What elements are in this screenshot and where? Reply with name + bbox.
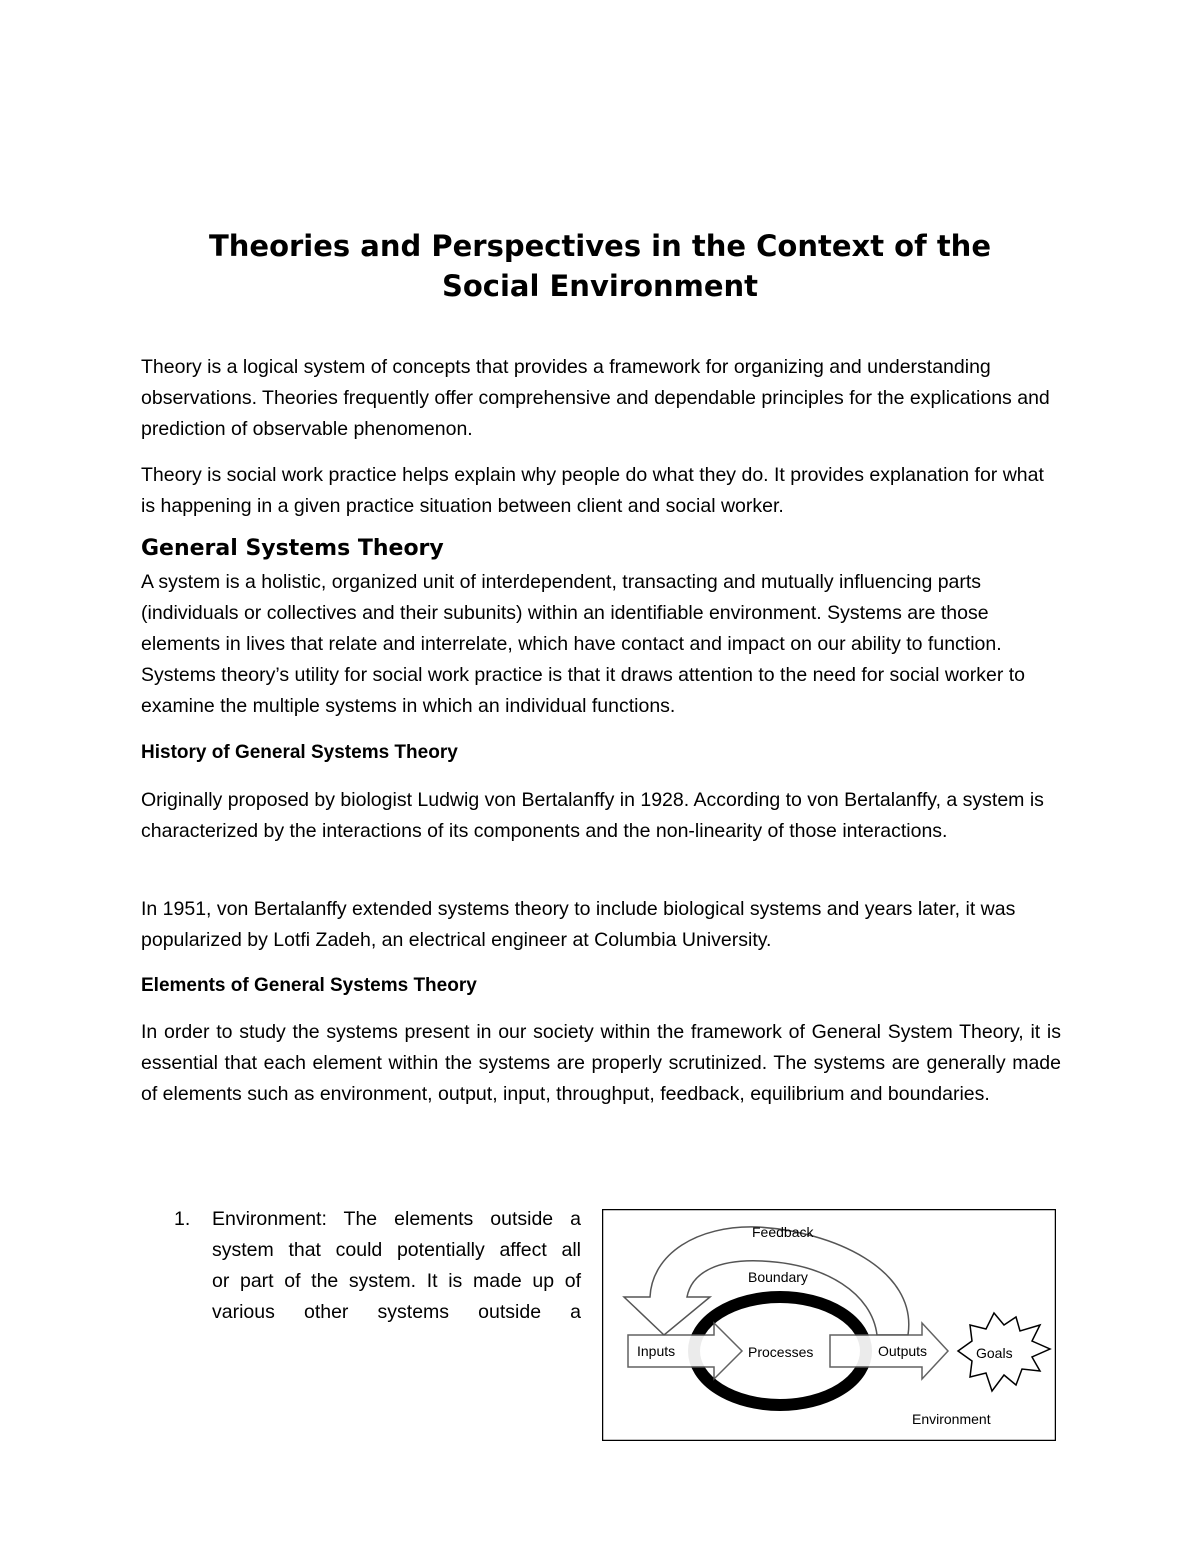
outputs-label: Outputs [878, 1343, 928, 1359]
systems-diagram [602, 1209, 1056, 1441]
history-heading: History of General Systems Theory [141, 742, 458, 763]
processes-label: Processes [748, 1344, 814, 1360]
intro-paragraph-2: Theory is social work practice helps explain why people do what they do. It provides explanation for what is happening in a given practice situation between client and social worker. [141, 464, 1044, 517]
history-paragraph-2: In 1951, von Bertalanffy extended systems theory to include biological systems and years later, it was popularized by Lotfi Zadeh, an electrical engineer at Columbia University. [141, 898, 1016, 951]
intro-paragraph-1: Theory is a logical system of concepts that provides a framework for organizing and understanding observations. Theories frequently offer comprehensive and dependable principles for the explications and prediction of observable phenomenon. [141, 356, 1050, 440]
environment-label: Environment [912, 1411, 991, 1427]
title-line-1: Theories and Perspectives in the Context of the [208, 229, 991, 263]
list-line: system that could potentially affect all [212, 1239, 581, 1261]
list-line: Environment: The elements outside a [212, 1208, 581, 1230]
history-paragraph-1: Originally proposed by biologist Ludwig von Bertalanffy in 1928. According to von Bertalanffy, a system is characterized by the interactions of its components and the non-linearity of those interactions. [141, 789, 1044, 842]
title-line-2: Social Environment [441, 269, 759, 303]
section-paragraph-1: A system is a holistic, organized unit of interdependent, transacting and mutually influencing parts (individuals or collectives and their subunits) within an identifiable environment. Systems are those elements in lives that relate and interrelate, which have contact and impact on our ability to function. Systems theory’s utility for social work practice is that it draws attention to the need for social worker to examine the multiple systems in which an individual functions. [141, 571, 1026, 717]
elements-heading: Elements of General Systems Theory [141, 975, 477, 996]
list-line: various other systems outside a [212, 1301, 581, 1323]
inputs-label: Inputs [637, 1343, 676, 1359]
document-title [120, 226, 1080, 306]
list-number: 1. [174, 1208, 191, 1230]
boundary-label: Boundary [748, 1269, 808, 1285]
section-heading: General Systems Theory [141, 536, 444, 561]
feedback-label: Feedback [752, 1224, 814, 1240]
list-line: or part of the system. It is made up of [212, 1270, 581, 1292]
goals-label: Goals [976, 1345, 1013, 1361]
list-item-text [212, 1204, 581, 1328]
elements-paragraph-1: In order to study the systems present in our society within the framework of General System Theory, it is essential that each element within the systems are properly scrutinized. The systems are generally made of elements such as environment, output, input, throughput, feedback, equilibrium and boundaries. [141, 1021, 1061, 1105]
